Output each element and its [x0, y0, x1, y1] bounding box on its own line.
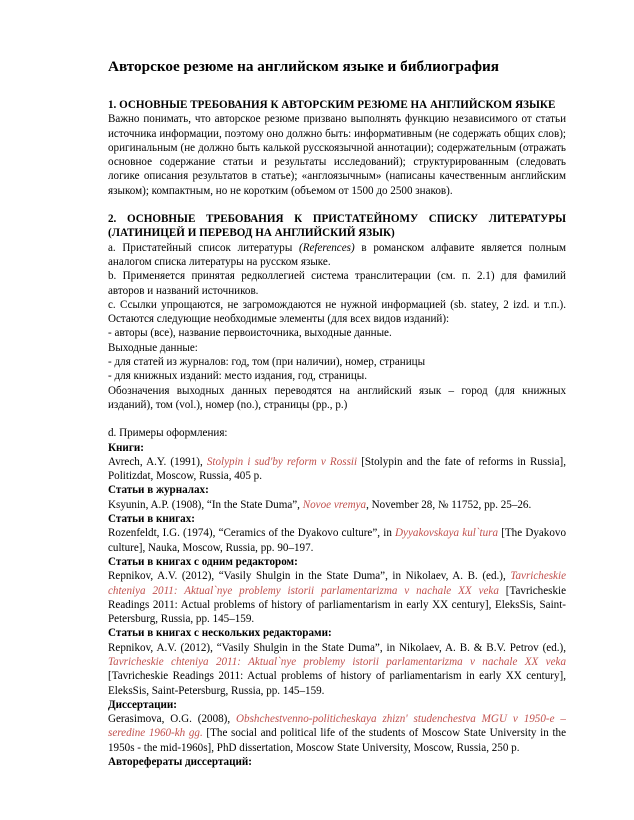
section-1-heading: 1. ОСНОВНЫЕ ТРЕБОВАНИЯ К АВТОРСКИМ РЕЗЮМЕ НА АНГЛИЙСКОМ ЯЗЫКЕ [108, 99, 556, 111]
output-data-journals: - для статей из журналов: год, том (при наличии), номер, страницы [108, 356, 426, 369]
in-books-label: Статьи в книгах: [108, 513, 195, 526]
section-2-item-c-list: - авторы (все), название первоисточника, выходные данные. [108, 327, 392, 340]
in-books-example: Rozenfeldt, I.G. (1974), “Ceramics of the Dyakovo culture”, in Dyyakovskaya kul`tura [The Dyakovo culture], Nauka, Moscow, Russia, pp. 90–197. [108, 527, 566, 554]
dissertations-example: Gerasimova, O.G. (2008), Obshchestvenno-politicheskaya zhizn' studenchestva MGU v 1950-e – seredine 1960-kh gg. [The social and political life of the students of Moscow State University in the 1950s - the mid-1960s], PhD dissertation, Moscow State University, Moscow, Russia, 250 p. [108, 713, 567, 754]
journals-label: Статьи в журналах: [108, 484, 209, 497]
page-title: Авторское резюме на английском языке и библиография [108, 58, 499, 75]
in-books-title-link[interactable]: Dyyakovskaya kul`tura [395, 527, 499, 540]
books-label: Книги: [108, 441, 144, 454]
one-editor-title-link[interactable]: Tavricheskie chteniya 2011: Aktual`nye problemy istorii parlamentarizma v nachale XX veka [108, 570, 566, 597]
multi-editor-example: Repnikov, A.V. (2012), “Vasily Shulgin in the State Duma”, in Nikolaev, A. B. & B.V. Petrov (ed.), Tavricheskie chteniya 2011: Aktual`nye problemy istorii parlamentarizma v nachale XX veka [Tavricheskie Readings 2011: Actual problems of history of parliamentarism in early XX century], EleksSis, Saint-Petersburg, Russia, pp. 145–159. [108, 641, 566, 697]
section-2-item-a: a. Пристатейный список литературы (References) в романском алфавите является полным аналогом списка литературы на русском языке. [108, 241, 566, 268]
journals-example: Ksyunin, A.P. (1908), “In the State Duma”, Novoe vremya, November 28, № 11752, pp. 25–26. [108, 498, 532, 511]
books-example: Avrech, A.Y. (1991), Stolypin i sud'by reform v Rossii [Stolypin and the fate of reforms in Russia], Politizdat, Moscow, Russia, 405 p. [108, 455, 567, 483]
references-term: (References) [299, 241, 355, 254]
output-data-note: Обозначения выходных данных переводятся на английский язык – город (для книжных изданий), том (vol.), номер (no.), страницы (pp., p.) [108, 384, 566, 411]
section-2-item-d: d. Примеры оформления: [108, 427, 228, 440]
one-editor-label: Статьи в книгах с одним редактором: [108, 555, 298, 568]
dissertations-title-link[interactable]: Obshchestvenno-politicheskaya zhizn' studenchestva MGU v 1950-e – seredine 1960-kh gg. [108, 713, 566, 740]
dissertations-label: Диссертации: [108, 698, 177, 711]
output-data-label: Выходные данные: [108, 341, 198, 354]
abstracts-label: Автореферaты диссертаций: [108, 756, 252, 769]
section-2-item-b: b. Применяется принятая редколлегией система транслитерации (см. п. 2.1) для фамилий авторов и названий источников. [108, 270, 566, 297]
output-data-books: - для книжных изданий: место издания, год, страницы. [108, 370, 368, 383]
document-page [108, 58, 566, 769]
one-editor-example: Repnikov, A.V. (2012), “Vasily Shulgin in the State Duma”, in Nikolaev, A. B. (ed.), Tavricheskie chteniya 2011: Aktual`nye problemy istorii parlamentarizma v nachale XX veka [Tavricheskie Readings 2011: Actual problems of history of parliamentarism in early XX century], EleksSis, Saint-Petersburg, Russia, pp. 145–159. [108, 570, 567, 626]
multi-editor-title-link[interactable]: Tavricheskie chteniya 2011: Aktual`nye problemy istorii parlamentarizma v nachale XX veka [108, 655, 566, 668]
section-2-item-c: c. Ссылки упрощаются, не загромождаются не нужной информацией (sb. statey, 2 izd. и т.п.). Остаются следующие необходимые элементы (для всех видов изданий): [108, 298, 566, 326]
journals-title-link[interactable]: Novoe vremya [302, 498, 367, 511]
multi-editor-label: Статьи в книгах с нескольких редакторами: [108, 627, 332, 640]
section-2-heading: 2. ОСНОВНЫЕ ТРЕБОВАНИЯ К ПРИСТАТЕЙНОМУ СПИСКУ ЛИТЕРАТУРЫ (ЛАТИНИЦЕЙ И ПЕРЕВОД НА АНГЛИЙСКИЙ ЯЗЫК) [108, 213, 566, 240]
books-title-link[interactable]: Stolypin i sud'by reform v Rossii [206, 455, 358, 468]
section-1-body: Важно понимать, что авторское резюме призвано выполнять функцию независимого от статьи источника информации, поэтому оно должно быть: информативным (не содержать общих слов); оригинальным (не должно быть калькой русскоязычной аннотации); содержательным (отражать основное содержание статьи и результаты исследований); структурированным (следовать логике описания результатов в статье); «англоязычным» (написаны качественным английским языком); компактным, но не коротким (объемом от 1500 до 2500 знаков). [108, 113, 566, 197]
